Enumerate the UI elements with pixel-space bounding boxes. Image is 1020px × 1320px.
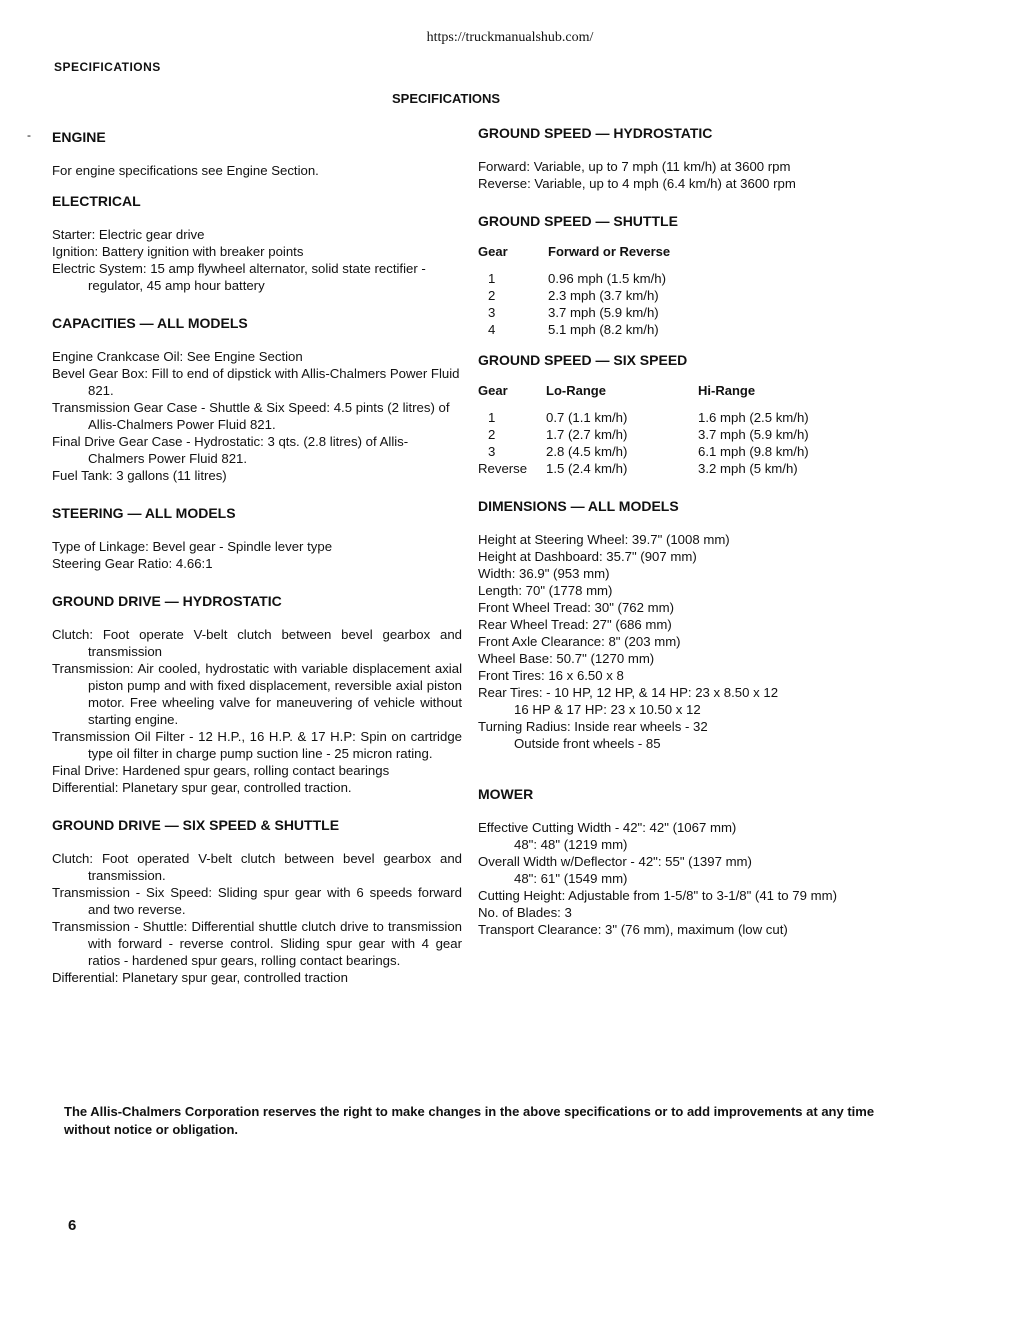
table-row [478, 321, 670, 338]
table-row [478, 409, 809, 426]
mower-title: MOWER [478, 786, 534, 802]
ground-drive-hydro-line: Differential: Planetary spur gear, controlled traction. [52, 780, 352, 795]
steering-line: Steering Gear Ratio: 4.66:1 [52, 556, 213, 571]
dimensions-line: Height at Dashboard: 35.7" (907 mm) [478, 549, 697, 564]
table-header: Gear [478, 244, 508, 259]
dimensions-line: Front Axle Clearance: 8" (203 mm) [478, 634, 681, 649]
speed-cell: 3.7 mph (5.9 km/h) [548, 305, 659, 320]
dimensions-line: Front Wheel Tread: 30" (762 mm) [478, 600, 674, 615]
gear-cell: 2 [488, 288, 496, 303]
ground-drive-six-line: Transmission - Six Speed: Sliding spur gear with 6 speeds forward and two reverse. [52, 885, 462, 917]
speed-cell: 5.1 mph (8.2 km/h) [548, 322, 659, 337]
capacities-line: Fuel Tank: 3 gallons (11 litres) [52, 468, 227, 483]
dimensions-line: Length: 70" (1778 mm) [478, 583, 613, 598]
table-row [478, 426, 809, 443]
gear-cell: 3 [488, 444, 496, 459]
page-number: 6 [68, 1217, 77, 1234]
dimensions-line: Wheel Base: 50.7" (1270 mm) [478, 651, 655, 666]
lo-range-cell: 0.7 (1.1 km/h) [546, 410, 628, 425]
gear-cell: 2 [488, 427, 496, 442]
shuttle-speed-table [478, 243, 670, 338]
dimensions-line: Rear Tires: - 10 HP, 12 HP, & 14 HP: 23 x 8.50 x 12 [478, 685, 779, 700]
table-header: Forward or Reverse [548, 244, 671, 259]
hi-range-cell: 1.6 mph (2.5 km/h) [698, 410, 809, 425]
source-url: https://truckmanualshub.com/ [426, 30, 594, 45]
hi-range-cell: 3.2 mph (5 km/h) [698, 461, 798, 476]
ground-speed-hydro-title: GROUND SPEED — HYDROSTATIC [478, 125, 713, 141]
lo-range-cell: 1.7 (2.7 km/h) [546, 427, 628, 442]
hi-range-cell: 3.7 mph (5.9 km/h) [698, 427, 809, 442]
dimensions-line: Height at Steering Wheel: 39.7" (1008 mm) [478, 532, 730, 547]
capacities-line: Engine Crankcase Oil: See Engine Section [52, 349, 303, 364]
page-title: SPECIFICATIONS [392, 91, 501, 106]
gear-cell: 3 [488, 305, 496, 320]
electrical-line: Ignition: Battery ignition with breaker points [52, 244, 304, 259]
dimensions-title: DIMENSIONS — ALL MODELS [478, 498, 679, 514]
ground-drive-six-line: Transmission - Shuttle: Differential shuttle clutch drive to transmission with forward - reverse control. Sliding spur gear with 4 gear ratios - hardened spur gears, rolling contact bearings. [52, 919, 462, 968]
mower-line: Effective Cutting Width - 42": 42" (1067 mm) [478, 820, 737, 835]
electrical-line: Starter: Electric gear drive [52, 227, 205, 242]
mower-line: No. of Blades: 3 [478, 905, 572, 920]
dimensions-line: Width: 36.9" (953 mm) [478, 566, 610, 581]
table-row [478, 460, 809, 477]
capacities-title: CAPACITIES — ALL MODELS [52, 315, 248, 331]
disclaimer-notice: The Allis-Chalmers Corporation reserves the right to make changes in the above specifications or to add improvements at any time without notice or obligation. [64, 1104, 875, 1137]
capacities-line: Transmission Gear Case - Shuttle & Six Speed: 4.5 pints (2 litres) of Allis-Chalmers Power Fluid 821. [52, 400, 450, 432]
ground-speed-hydro-line: Forward: Variable, up to 7 mph (11 km/h) at 3600 rpm [478, 159, 791, 174]
ground-drive-hydro-line: Clutch: Foot operate V-belt clutch between bevel gearbox and transmission [52, 627, 462, 659]
table-row [478, 443, 809, 460]
ground-drive-six-line: Clutch: Foot operated V-belt clutch between bevel gearbox and transmission. [52, 851, 462, 883]
dimensions-line: Front Tires: 16 x 6.50 x 8 [478, 668, 624, 683]
six-speed-table [478, 382, 809, 477]
table-header: Gear [478, 383, 508, 398]
mower-line: Overall Width w/Deflector - 42": 55" (1397 mm) [478, 854, 752, 869]
gear-cell: 4 [488, 322, 496, 337]
electrical-line: Electric System: 15 amp flywheel alternator, solid state rectifier - regulator, 45 amp hour battery [52, 261, 426, 293]
electrical-title: ELECTRICAL [52, 193, 141, 209]
ground-speed-hydro-line: Reverse: Variable, up to 4 mph (6.4 km/h) at 3600 rpm [478, 176, 796, 191]
lo-range-cell: 1.5 (2.4 km/h) [546, 461, 628, 476]
table-header: Lo-Range [546, 383, 606, 398]
table-row [478, 287, 670, 304]
right-column [478, 124, 898, 938]
engine-title: ENGINE [52, 129, 106, 145]
speed-cell: 2.3 mph (3.7 km/h) [548, 288, 659, 303]
dimensions-line: 16 HP & 17 HP: 23 x 10.50 x 12 [514, 702, 701, 717]
table-row [478, 304, 670, 321]
dimensions-line: Rear Wheel Tread: 27" (686 mm) [478, 617, 672, 632]
table-header: Hi-Range [698, 383, 756, 398]
table-row [478, 270, 670, 287]
capacities-line: Final Drive Gear Case - Hydrostatic: 3 qts. (2.8 litres) of Allis-Chalmers Power Fluid 821. [52, 434, 409, 466]
ground-drive-six-line: Differential: Planetary spur gear, controlled traction [52, 970, 348, 985]
mower-line: 48": 48" (1219 mm) [514, 837, 628, 852]
lo-range-cell: 2.8 (4.5 km/h) [546, 444, 628, 459]
hi-range-cell: 6.1 mph (9.8 km/h) [698, 444, 809, 459]
gear-cell: Reverse [478, 461, 528, 476]
gear-cell: 1 [488, 271, 496, 286]
gear-cell: 1 [488, 410, 496, 425]
ground-drive-hydro-title: GROUND DRIVE — HYDROSTATIC [52, 593, 282, 609]
ground-drive-hydro-line: Transmission Oil Filter - 12 H.P., 16 H.P. & 17 H.P: Spin on cartridge type oil filter in charge pump suction line - 25 micron rating. [52, 729, 462, 761]
ground-drive-six-title: GROUND DRIVE — SIX SPEED & SHUTTLE [52, 817, 340, 833]
mower-line: 48": 61" (1549 mm) [514, 871, 628, 886]
speed-cell: 0.96 mph (1.5 km/h) [548, 271, 667, 286]
dimensions-line: Turning Radius: Inside rear wheels - 32 [478, 719, 708, 734]
mower-line: Transport Clearance: 3" (76 mm), maximum (low cut) [478, 922, 788, 937]
ground-drive-hydro-line: Transmission: Air cooled, hydrostatic with variable displacement axial piston pump and with fixed displacement, reversible axial piston motor. Free wheeling valve for maneuvering of vehicle without starting engine. [52, 661, 462, 727]
running-header: SPECIFICATIONS [54, 60, 161, 74]
ground-speed-shuttle-title: GROUND SPEED — SHUTTLE [478, 213, 678, 229]
mower-line: Cutting Height: Adjustable from 1-5/8" to 3-1/8" (41 to 79 mm) [478, 888, 838, 903]
left-column [52, 128, 462, 986]
steering-line: Type of Linkage: Bevel gear - Spindle lever type [52, 539, 333, 554]
capacities-line: Bevel Gear Box: Fill to end of dipstick with Allis-Chalmers Power Fluid 821. [52, 366, 460, 398]
steering-title: STEERING — ALL MODELS [52, 505, 236, 521]
dimensions-line: Outside front wheels - 85 [514, 736, 661, 751]
ground-drive-hydro-line: Final Drive: Hardened spur gears, rolling contact bearings [52, 763, 390, 778]
ground-speed-six-title: GROUND SPEED — SIX SPEED [478, 352, 688, 368]
margin-mark: - [27, 128, 31, 142]
engine-text: For engine specifications see Engine Section. [52, 163, 319, 178]
